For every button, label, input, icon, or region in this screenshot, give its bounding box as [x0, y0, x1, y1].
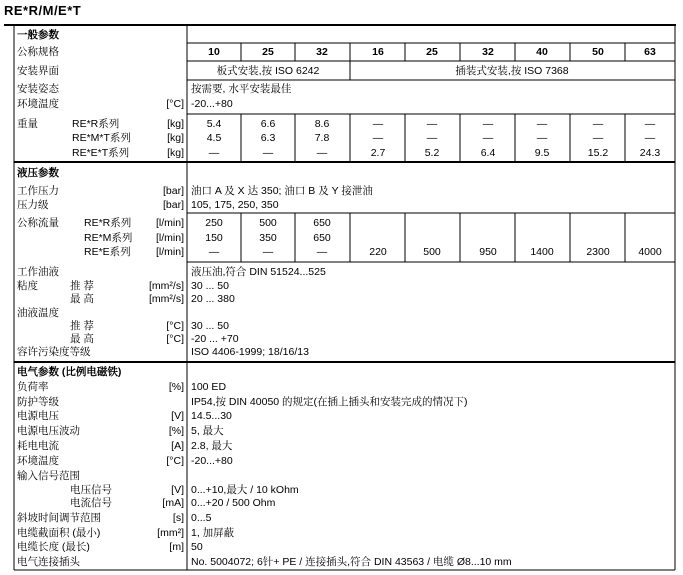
contamination-value: ISO 4406-1999; 18/16/13 [191, 346, 309, 358]
flow-cell: 250 [205, 217, 223, 229]
flow-cell: — [208, 246, 220, 258]
viscosity-rec-value: 30 ... 50 [191, 280, 229, 292]
weight-cell: 9.5 [534, 147, 550, 159]
supply-voltage-unit: [V] [171, 410, 184, 422]
power-current-unit: [A] [171, 440, 184, 452]
flow-cell: 350 [259, 232, 277, 244]
fluid-temp-rec-label: 推 荐 [70, 320, 94, 332]
size-cell: 16 [372, 46, 384, 58]
nominal-size-label: 公称规格 [17, 46, 59, 58]
flow-cell: 650 [313, 232, 331, 244]
size-cell: 63 [644, 46, 656, 58]
weight-cell: — [536, 132, 548, 144]
cable-section-label: 电缆截面积 (最小) [17, 527, 101, 539]
weight-row-unit: [kg] [167, 132, 184, 144]
size-cell: 40 [536, 46, 548, 58]
supply-voltage-value: 14.5...30 [191, 410, 232, 422]
supply-voltage-label: 电源电压 [17, 410, 59, 422]
protection-value: IP54,按 DIN 40050 的规定(在插上插头和安装完成的情况下) [191, 396, 468, 408]
fluid-temp-unit: [°C] [166, 320, 184, 332]
flow-cell: 2300 [586, 246, 610, 258]
weight-cell: — [482, 132, 494, 144]
working-pressure-value: 油口 A 及 X 达 350; 油口 B 及 Y 接泄油 [191, 185, 373, 197]
fluid-temp-label: 油液温度 [17, 307, 59, 319]
flow-cell: 650 [313, 217, 331, 229]
weight-cell: — [372, 118, 384, 130]
weight-row-label: RE*E*T系列 [72, 147, 130, 159]
weight-cell: — [372, 132, 384, 144]
voltage-ripple-unit: [%] [168, 425, 184, 437]
fluid-temp-unit: [°C] [166, 333, 184, 345]
general-heading: 一般参数 [17, 29, 59, 41]
size-cell: 10 [208, 46, 220, 58]
ambient-temp-unit: [°C] [166, 98, 184, 110]
duty-cycle-label: 负荷率 [17, 381, 49, 393]
voltage-signal-value: 0...+10,最大 / 10 kOhm [191, 484, 299, 496]
size-cell: 32 [482, 46, 494, 58]
voltage-ripple-value: 5, 最大 [191, 425, 224, 437]
flow-row-unit: [l/min] [155, 232, 184, 244]
ambient-temp-value: -20...+80 [191, 98, 233, 110]
cable-section-value: 1, 加屏蔽 [191, 527, 235, 539]
size-cell: 25 [262, 46, 274, 58]
mounting-interface-label: 安装界面 [17, 65, 59, 77]
weight-cell: 6.4 [480, 147, 496, 159]
weight-cell: 24.3 [639, 147, 661, 159]
weight-cell: — [426, 132, 438, 144]
weight-cell: 2.7 [370, 147, 386, 159]
weight-cell: — [592, 118, 604, 130]
weight-cell: — [426, 118, 438, 130]
flow-cell: 1400 [530, 246, 554, 258]
page-title: RE*R/M/E*T [4, 3, 82, 18]
voltage-signal-unit: [V] [171, 484, 184, 496]
working-pressure-label: 工作压力 [17, 185, 59, 197]
weight-cell: 6.6 [260, 118, 276, 130]
mounting-interface-plate: 板式安装,按 ISO 6242 [216, 65, 320, 77]
weight-cell: 5.2 [424, 147, 440, 159]
protection-label: 防护等级 [17, 396, 59, 408]
mounting-interface-cartridge: 插装式安装,按 ISO 7368 [455, 65, 569, 77]
flow-cell: 150 [205, 232, 223, 244]
current-signal-label: 电流信号 [70, 497, 112, 509]
ambient-temp-label: 环境温度 [17, 98, 59, 110]
size-cell: 50 [592, 46, 604, 58]
working-fluid-value: 液压油,符合 DIN 51524...525 [191, 266, 326, 278]
pressure-level-unit: [bar] [162, 199, 184, 211]
power-current-label: 耗电电流 [17, 440, 59, 452]
weight-cell: 15.2 [587, 147, 609, 159]
cable-length-unit: [m] [169, 541, 184, 553]
flow-cell: 220 [369, 246, 387, 258]
flow-row-unit: [l/min] [155, 246, 184, 258]
cable-length-label: 电缆长度 (最长) [17, 541, 90, 553]
flow-row-label: RE*R系列 [84, 217, 132, 229]
viscosity-max-value: 20 ... 380 [191, 293, 235, 305]
duty-cycle-value: 100 ED [191, 381, 227, 393]
flow-cell: 500 [423, 246, 441, 258]
weight-cell: — [536, 118, 548, 130]
ramp-time-value: 0...5 [191, 512, 212, 524]
weight-cell: — [644, 132, 656, 144]
flow-row-unit: [l/min] [155, 217, 184, 229]
weight-cell: — [482, 118, 494, 130]
flow-cell: — [262, 246, 274, 258]
input-signal-label: 输入信号范围 [17, 470, 80, 482]
current-signal-unit: [mA] [162, 497, 184, 509]
weight-row-label: RE*R系列 [72, 118, 120, 130]
fluid-temp-max-value: -20 ... +70 [191, 333, 239, 345]
weight-cell: — [208, 147, 220, 159]
connector-label: 电气连接插头 [17, 556, 80, 568]
hydraulic-heading: 液压参数 [17, 167, 59, 179]
mounting-position-label: 安装姿态 [17, 83, 59, 95]
ramp-time-label: 斜坡时间调节范围 [17, 512, 101, 524]
current-signal-value: 0...+20 / 500 Ohm [191, 497, 276, 509]
viscosity-unit: [mm²/s] [149, 280, 184, 292]
fluid-temp-max-label: 最 高 [70, 333, 94, 345]
weight-cell: — [644, 118, 656, 130]
connector-value: No. 5004072; 6针+ PE / 连接插头,符合 DIN 43563 / 电缆 Ø8...10 mm [191, 556, 512, 568]
voltage-ripple-label: 电源电压波动 [17, 425, 80, 437]
ramp-time-unit: [s] [172, 512, 184, 524]
weight-cell: 5.4 [206, 118, 222, 130]
viscosity-unit: [mm²/s] [149, 293, 184, 305]
contamination-label: 容许污染度等级 [17, 346, 91, 358]
flow-row-label: RE*E系列 [84, 246, 131, 258]
elec-ambient-temp-label: 环境温度 [17, 455, 59, 467]
flow-cell: — [316, 246, 328, 258]
mounting-position-value: 按需要, 水平安装最佳 [191, 83, 292, 95]
viscosity-label: 粘度 [17, 280, 38, 292]
pressure-level-label: 压力级 [17, 199, 49, 211]
nominal-flow-label: 公称流量 [17, 217, 59, 229]
flow-row-label: RE*M系列 [84, 232, 133, 244]
weight-row-unit: [kg] [167, 118, 184, 130]
elec-ambient-temp-unit: [°C] [166, 455, 184, 467]
weight-cell: 6.3 [260, 132, 276, 144]
weight-row-unit: [kg] [167, 147, 184, 159]
working-fluid-label: 工作油液 [17, 266, 59, 278]
weight-cell: 4.5 [206, 132, 222, 144]
pressure-level-value: 105, 175, 250, 350 [191, 199, 279, 211]
cable-section-unit: [mm²] [157, 527, 184, 539]
weight-cell: — [592, 132, 604, 144]
viscosity-rec-label: 推 荐 [70, 280, 94, 292]
weight-cell: — [262, 147, 274, 159]
weight-cell: 8.6 [314, 118, 330, 130]
flow-cell: 500 [259, 217, 277, 229]
size-cell: 32 [316, 46, 328, 58]
electrical-heading: 电气参数 (比例电磁铁) [17, 366, 122, 378]
fluid-temp-rec-value: 30 ... 50 [191, 320, 229, 332]
elec-ambient-temp-value: -20...+80 [191, 455, 233, 467]
flow-cell: 4000 [638, 246, 662, 258]
weight-label: 重量 [17, 118, 38, 130]
working-pressure-unit: [bar] [162, 185, 184, 197]
weight-cell: — [316, 147, 328, 159]
flow-cell: 950 [479, 246, 497, 258]
cable-length-value: 50 [191, 541, 203, 553]
power-current-value: 2.8, 最大 [191, 440, 233, 452]
size-cell: 25 [426, 46, 438, 58]
duty-cycle-unit: [%] [168, 381, 184, 393]
weight-row-label: RE*M*T系列 [72, 132, 131, 144]
viscosity-max-label: 最 高 [70, 293, 94, 305]
voltage-signal-label: 电压信号 [70, 484, 112, 496]
weight-cell: 7.8 [314, 132, 330, 144]
